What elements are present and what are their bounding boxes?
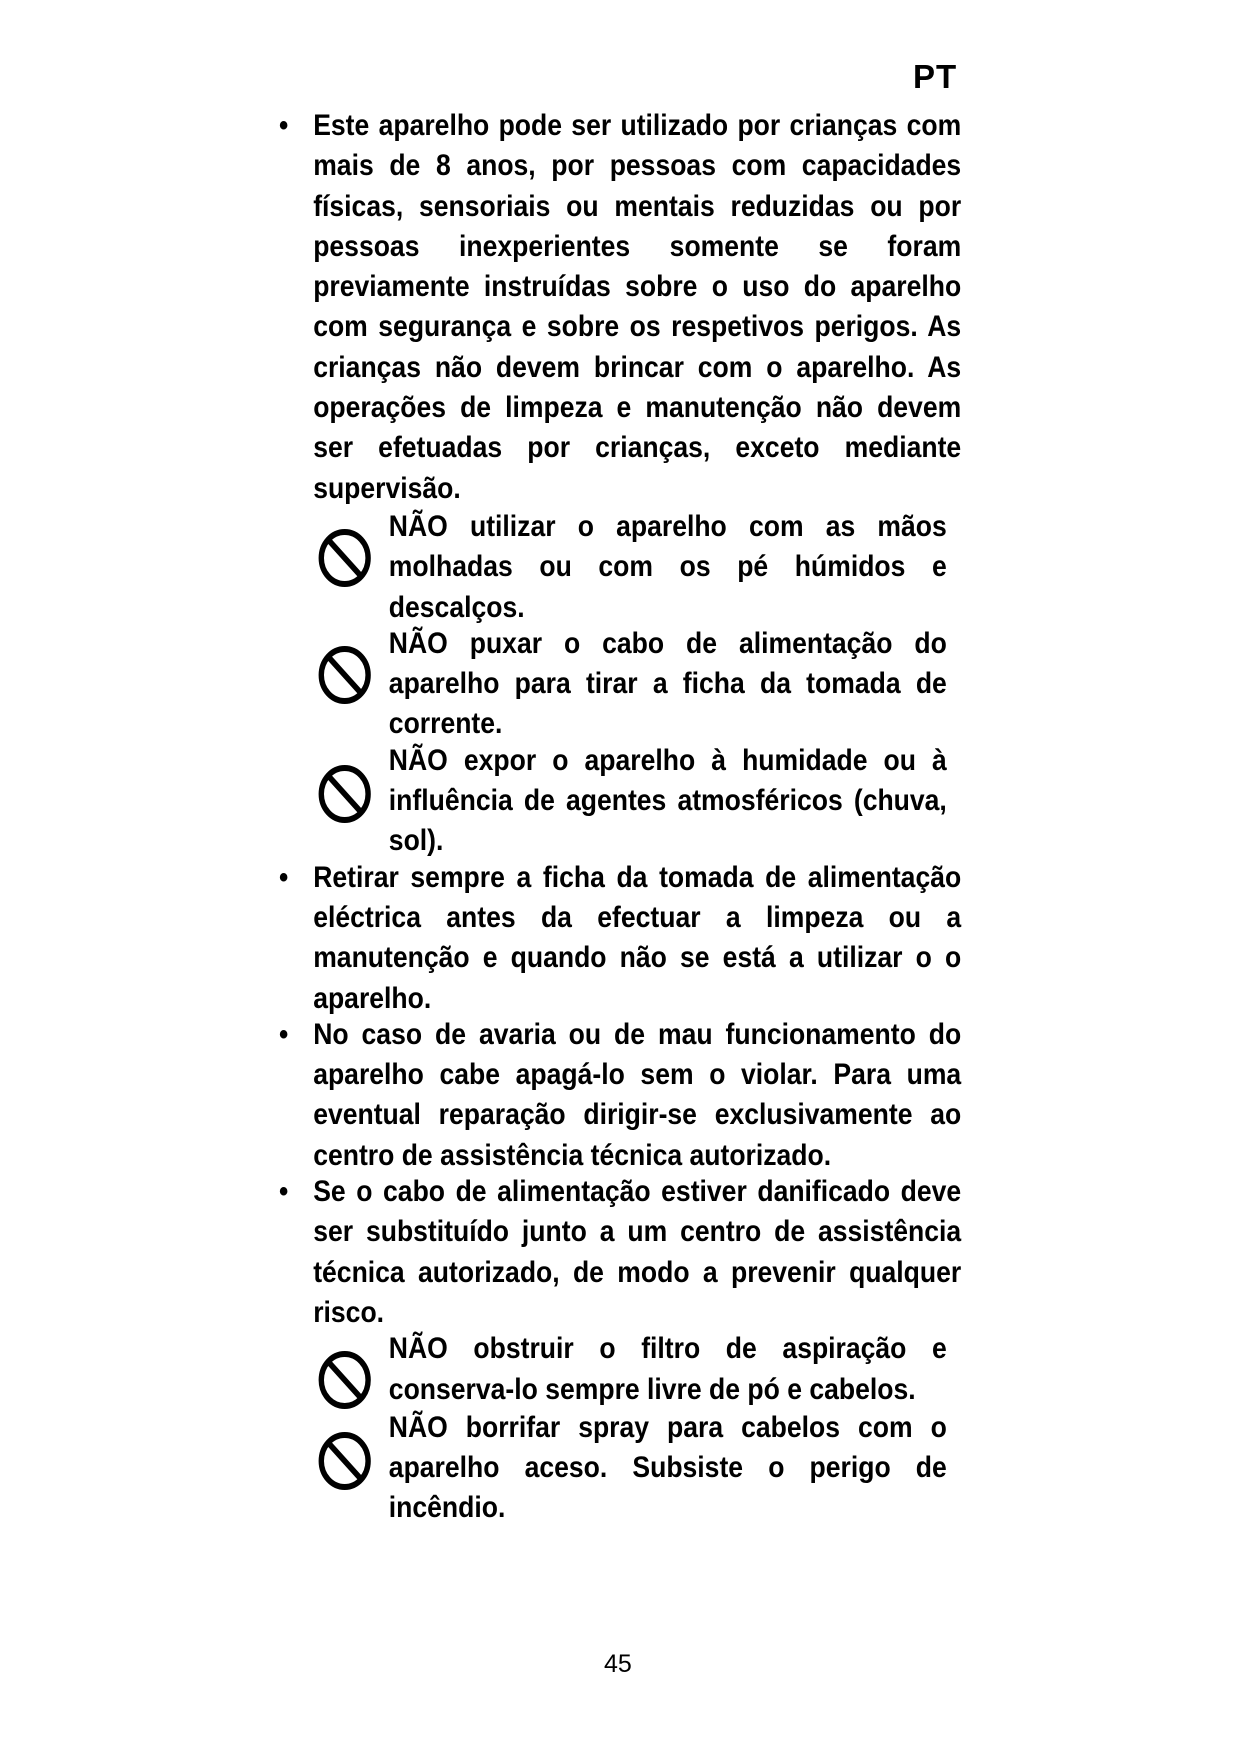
prohibition-icon: [317, 644, 373, 706]
page-number: 45: [604, 1650, 632, 1678]
bullet-paragraph: [270, 1172, 961, 1333]
warning-text: NÃO puxar o cabo de alimentação do aparelho para tirar a ficha da tomada de corrente.: [388, 626, 947, 741]
warning-text: NÃO borrifar spray para cabelos com o aparelho aceso. Subsiste o perigo de incêndio.: [388, 1410, 947, 1525]
prohibition-icon: [317, 1430, 373, 1492]
warning-text: NÃO expor o aparelho à humidade ou à influência de agentes atmosféricos (chuva, sol).: [388, 743, 947, 858]
prohibition-icon: [317, 763, 373, 825]
paragraph-text: No caso de avaria ou de mau funcionamento do aparelho cabe apagá-lo sem o violar. Para uma eventual reparação dirigir-se exclusivamente ao centro de assistência técnica autorizado.: [313, 1017, 962, 1172]
bullet-paragraph: [270, 1015, 961, 1176]
bullet-paragraph: [270, 858, 961, 1019]
bullet-point: •: [279, 109, 289, 142]
paragraph-text: Se o cabo de alimentação estiver danificado deve ser substituído junto a um centro de assistência técnica autorizado, de modo a prevenir qualquer risco.: [313, 1175, 962, 1329]
warning-text: NÃO obstruir o filtro de aspiração e conserva-lo sempre livre de pó e cabelos.: [388, 1332, 947, 1406]
warning-item: [270, 624, 947, 745]
bullet-point: •: [279, 860, 289, 894]
paragraph-text: Este aparelho pode ser utilizado por crianças com mais de 8 anos, por pessoas com capacidades físicas, sensoriais ou mentais reduzidas ou por pessoas inexperientes somente se foram previamente instruídas sobre o uso do aparelho com segurança e sobre os respetivos perigos. As crianças não devem brincar com o aparelho. As operações de limpeza e manutenção não devem ser efetuadas por crianças, exceto mediante supervisão.: [313, 109, 962, 505]
prohibition-icon: [317, 1349, 373, 1411]
bullet-paragraph: [270, 106, 961, 509]
warning-item: [270, 507, 947, 628]
warning-item: [270, 1408, 947, 1529]
prohibition-icon: [317, 527, 373, 589]
warning-item: [270, 741, 947, 862]
safety-instructions: [270, 106, 970, 1529]
warning-item: [270, 1329, 947, 1410]
bullet-point: •: [279, 1175, 289, 1209]
language-tag: PT: [913, 58, 958, 95]
paragraph-text: Retirar sempre a ficha da tomada de alimentação eléctrica antes da efectuar a limpeza ou a manutenção e quando não se está a utilizar o o aparelho.: [313, 860, 962, 1015]
bullet-point: •: [279, 1017, 289, 1051]
warning-text: NÃO utilizar o aparelho com as mãos molhadas ou com os pé húmidos e descalços.: [388, 509, 947, 624]
